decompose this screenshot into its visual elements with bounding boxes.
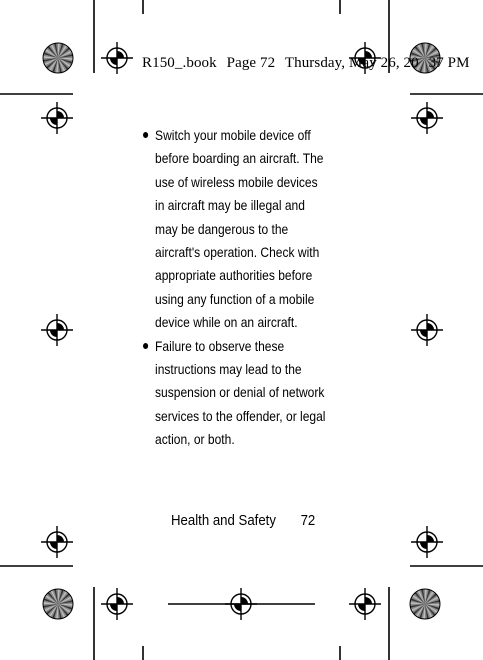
bullet-icon [143,132,148,138]
slug-filename: R150_.book [142,55,217,71]
bullet-icon [143,343,148,349]
footer-page-number: 72 [300,512,316,529]
registration-mark-icon [101,42,133,74]
bullet-line: Failure to observe these [155,337,285,354]
footer-section-title: Health and Safety [171,512,276,529]
bullet-item-failure [143,335,339,452]
registration-mark-icon [41,314,73,346]
bullet-line: in aircraft may be illegal and [155,197,305,214]
registration-mark-icon [225,588,257,620]
slug-time: 37 PM [428,55,470,71]
print-slug-header [142,55,476,72]
bullet-line: using any function of a mobile [155,290,315,307]
registration-mark-icon [41,526,73,558]
bullet-line: suspension or denial of network [155,384,325,401]
bullet-line: may be dangerous to the [155,220,289,237]
registration-mark-icon [41,102,73,134]
registration-mark-icon [411,526,443,558]
slug-date: Thursday, May 26, 20 [284,55,419,71]
color-target-icon [43,589,73,619]
color-target-icon [410,589,440,619]
bullet-line: services to the offender, or legal [155,407,326,424]
registration-mark-icon [411,314,443,346]
bullet-line: device while on an aircraft. [155,314,298,331]
bullet-line: Switch your mobile device off [155,127,311,143]
bullet-line: action, or both. [155,431,235,448]
bullet-line: before boarding an aircraft. The [155,150,324,167]
bullet-line: aircraft's operation. Check with [155,244,320,261]
registration-mark-icon [411,102,443,134]
registration-mark-icon [101,588,133,620]
registration-mark-icon [349,588,381,620]
bullet-item-aircraft [143,124,339,335]
bullet-list [143,124,326,452]
bullet-line: instructions may lead to the [155,361,302,378]
page-footer [171,512,315,529]
safety-content [143,124,326,452]
bullet-line: use of wireless mobile devices [155,173,318,190]
slug-page: Page 72 [226,55,276,71]
bullet-line: appropriate authorities before [155,267,313,284]
color-target-icon [43,43,73,73]
